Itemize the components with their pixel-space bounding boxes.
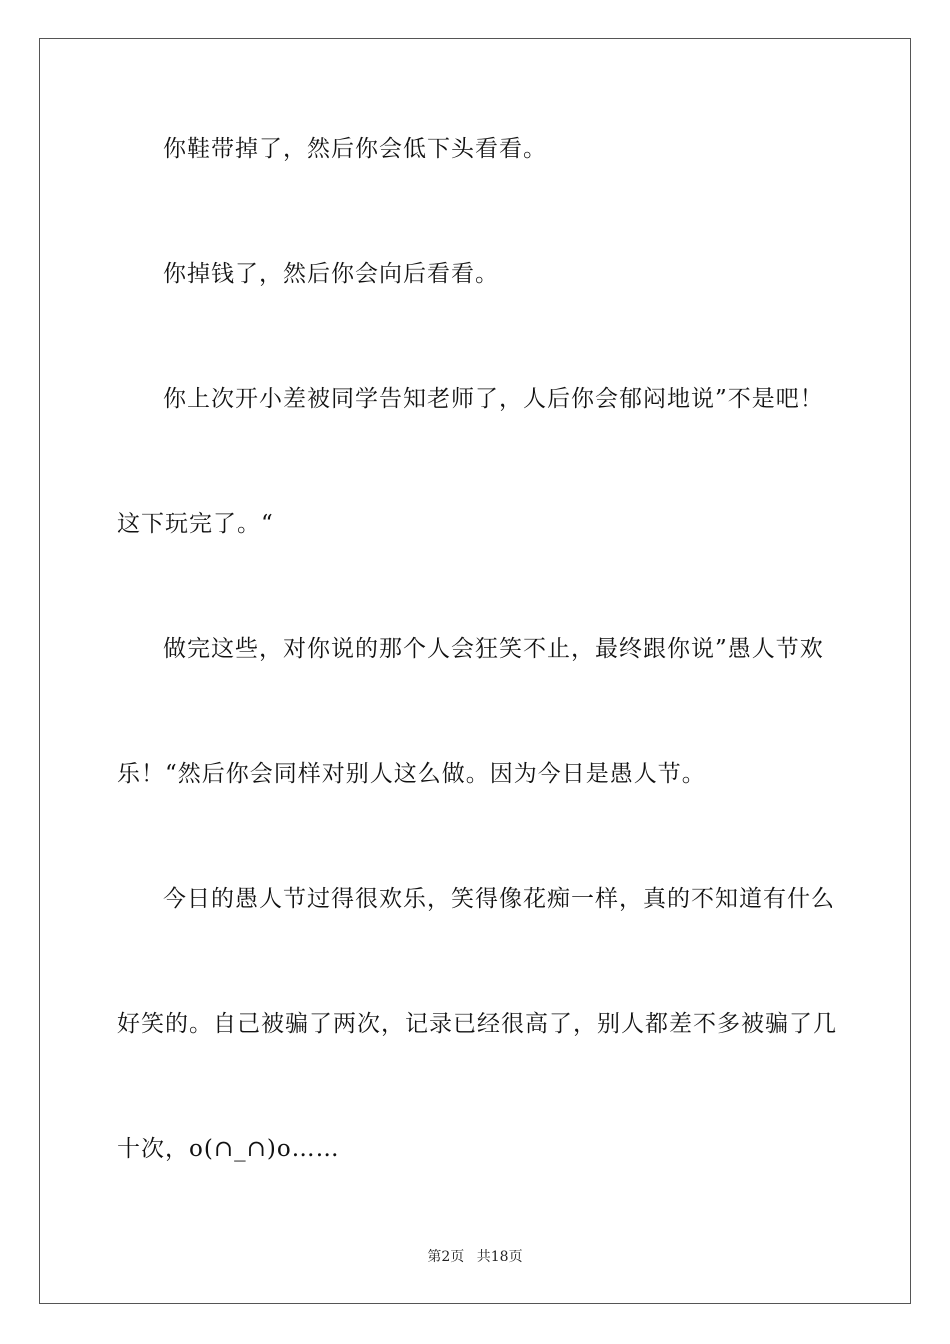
paragraph-line: 乐！“然后你会同样对别人这么做。因为今日是愚人节。 [117, 761, 706, 787]
page-border [39, 38, 911, 1304]
paragraph-line: 做完这些，对你说的那个人会狂笑不止，最终跟你说”愚人节欢 [163, 636, 824, 662]
paragraph-line: 你鞋带掉了，然后你会低下头看看。 [163, 136, 547, 162]
paragraph-line: 你掉钱了，然后你会向后看看。 [163, 261, 499, 287]
page-footer [0, 1246, 950, 1266]
paragraph-line: 好笑的。自己被骗了两次，记录已经很高了，别人都差不多被骗了几 [117, 1011, 837, 1037]
paragraph-line: 今日的愚人节过得很欢乐，笑得像花痴一样，真的不知道有什么 [163, 886, 835, 912]
paragraph-line: 十次，o(∩_∩)o…… [117, 1136, 340, 1162]
page-total: 共18页 [476, 1249, 523, 1265]
page-number: 第2页 [427, 1249, 465, 1265]
paragraph-line: 这下玩完了。“ [117, 511, 274, 537]
paragraph-line: 你上次开小差被同学告知老师了，人后你会郁闷地说”不是吧！ [163, 386, 824, 412]
